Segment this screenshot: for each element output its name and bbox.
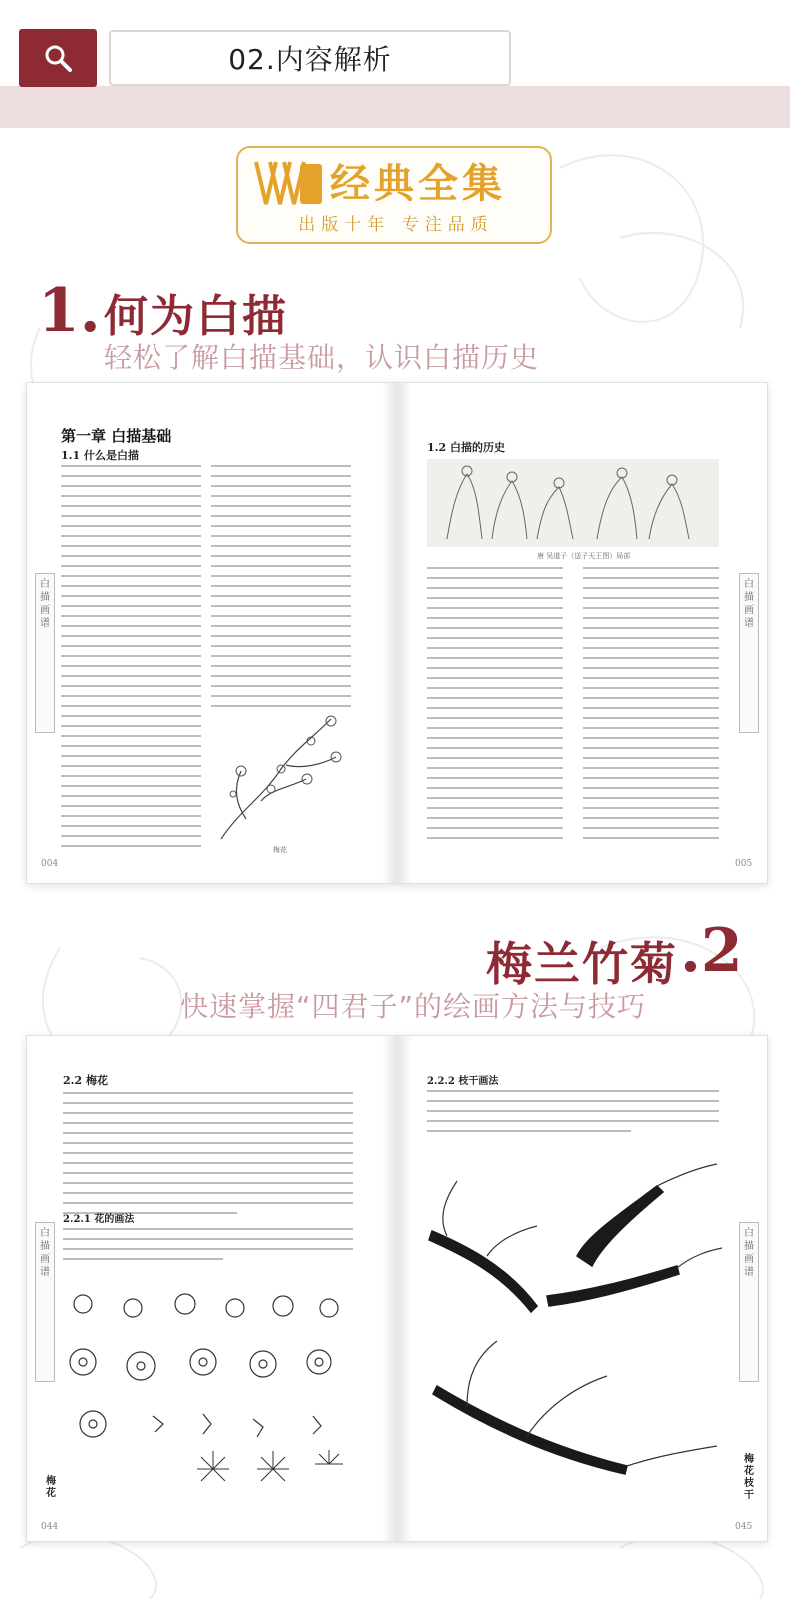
book-stack-icon xyxy=(250,156,328,210)
brand-logo xyxy=(236,146,552,244)
book-gutter xyxy=(382,1036,412,1541)
search-input[interactable] xyxy=(109,30,511,86)
section-2-subtitle: 快速掌握“四君子”的绘画方法与技巧 xyxy=(180,990,647,1023)
side-tab-label: 白描画谱 xyxy=(40,579,50,629)
page-number-left: 004 xyxy=(41,859,59,869)
side-tab-right xyxy=(739,573,759,733)
book-spread-2 xyxy=(26,1035,768,1542)
section-1-subtitle: 轻松了解白描基础，认识白描历史 xyxy=(104,341,540,374)
body-text-right-column-1 xyxy=(427,567,563,847)
page-number-right: 045 xyxy=(735,1522,753,1532)
body-text-left-intro xyxy=(63,1092,353,1222)
side-tab-label: 白描画谱 xyxy=(744,579,754,629)
side-label-right: 梅花枝干 xyxy=(744,1454,754,1501)
top-search-bar xyxy=(0,0,790,128)
body-text-left-flower xyxy=(63,1228,353,1268)
book-spread-1 xyxy=(26,382,768,884)
scroll-painting-image xyxy=(427,459,719,547)
logo-subtitle: 出版十年 专注品质 xyxy=(298,215,494,235)
header-band xyxy=(0,86,790,128)
search-button[interactable] xyxy=(19,29,97,87)
section-heading-1-1: 1.1 什么是白描 xyxy=(61,449,139,462)
image-caption: 唐 吴道子（送子天王图）局部 xyxy=(537,552,631,560)
side-tab-label: 白描画谱 xyxy=(40,1228,50,1278)
page-number-left: 044 xyxy=(41,1522,59,1532)
plum-branch-illustration xyxy=(211,709,351,844)
section-1-number: 1. xyxy=(38,276,101,346)
illustration-caption: 梅花 xyxy=(273,846,287,854)
book-gutter xyxy=(382,383,412,883)
chapter-title: 第一章 白描基础 xyxy=(61,427,172,445)
search-query: 02.内容解析 xyxy=(228,43,392,76)
body-text-left-column-1 xyxy=(61,465,201,855)
plum-branch-sketches xyxy=(427,1156,727,1486)
section-heading-1-2: 1.2 白描的历史 xyxy=(427,441,505,454)
plum-flower-sketches xyxy=(63,1284,353,1494)
section-2-title: 梅兰竹菊 xyxy=(486,937,678,991)
subsection-heading-2-2-2: 2.2.2 枝干画法 xyxy=(427,1076,499,1087)
page-number-right: 005 xyxy=(735,859,753,869)
section-2-number: .2 xyxy=(680,916,743,986)
logo-title: 经典全集 xyxy=(330,161,506,207)
section-1-title: 何为白描 xyxy=(104,291,288,342)
side-tab-left xyxy=(35,1222,55,1382)
side-tab-left xyxy=(35,573,55,733)
body-text-right-branch xyxy=(427,1090,719,1140)
search-icon xyxy=(43,43,73,73)
side-tab-right xyxy=(739,1222,759,1382)
side-tab-label: 白描画谱 xyxy=(744,1228,754,1278)
subsection-heading-2-2-1: 2.2.1 花的画法 xyxy=(63,1214,135,1225)
body-text-right-column-2 xyxy=(583,567,719,847)
section-heading-2-2: 2.2 梅花 xyxy=(63,1074,108,1087)
side-label-left: 梅花 xyxy=(46,1476,56,1499)
body-text-left-column-2 xyxy=(211,465,351,715)
